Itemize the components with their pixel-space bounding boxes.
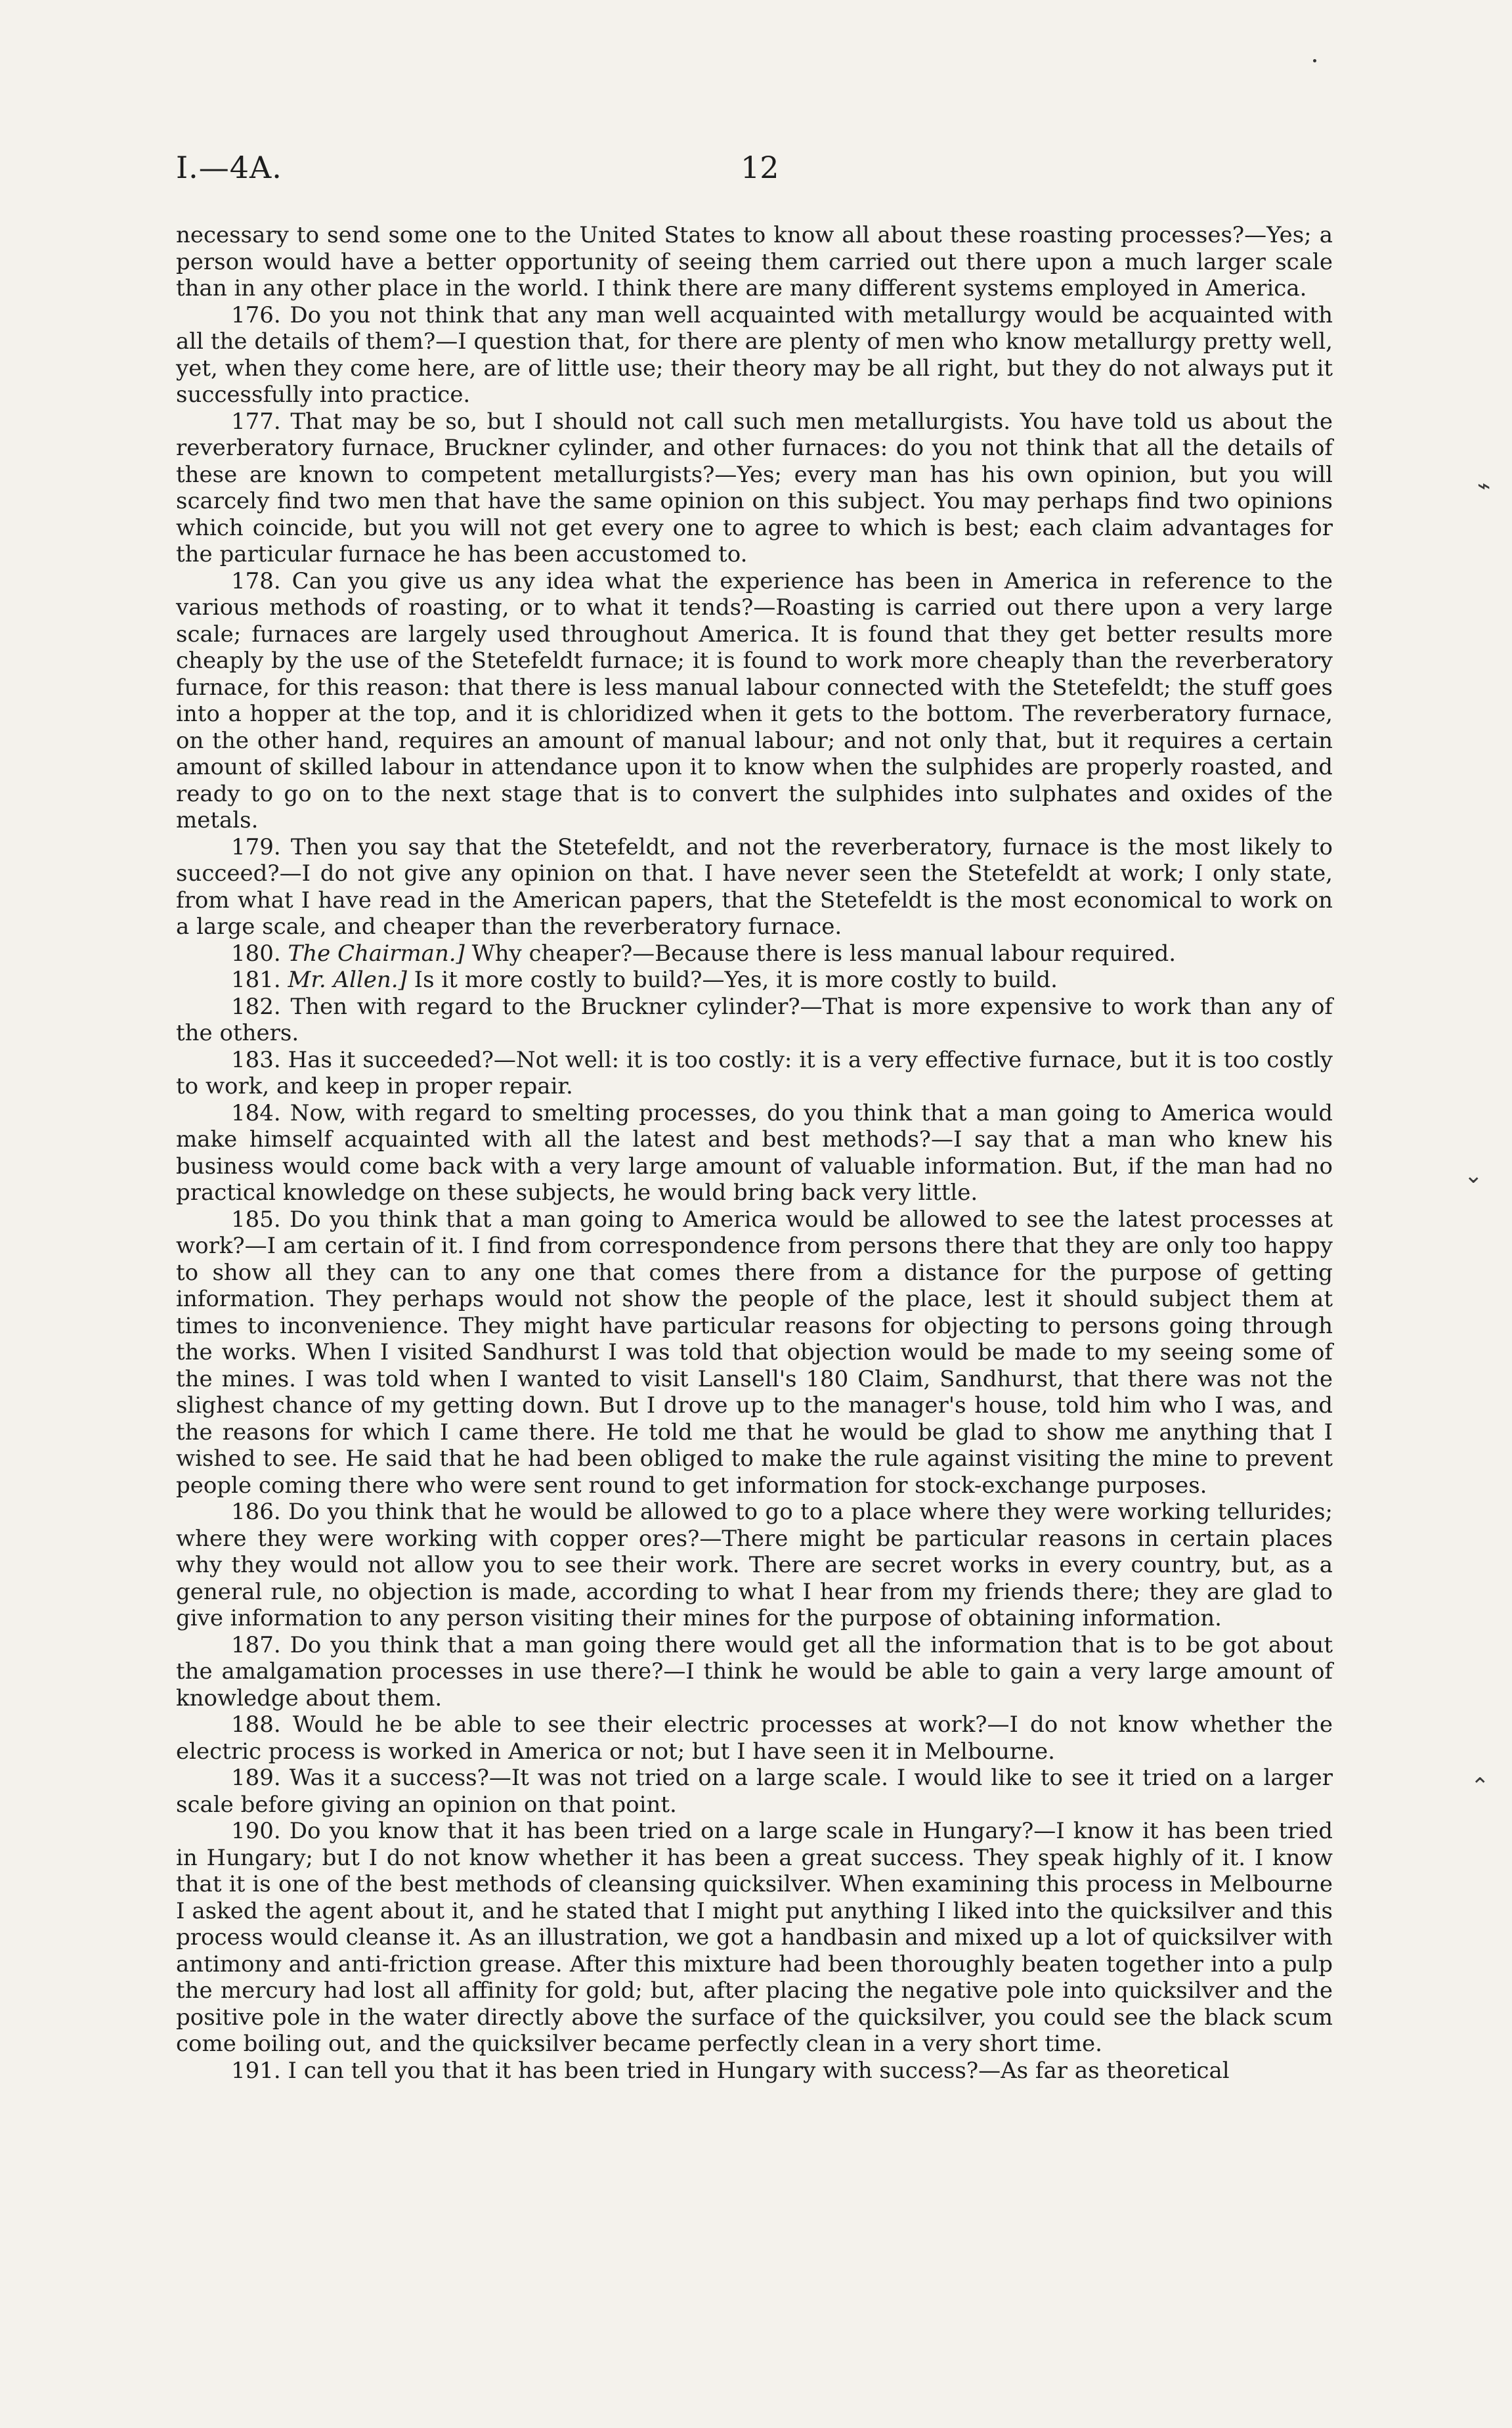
page-header [176,150,1331,196]
question-181: 181. Mr. Allen.] Is it more costly to build?—Yes, it is more costly to build. [231,967,1058,993]
scan-speck [1313,59,1316,62]
margin-mark: ⌁ [1477,473,1491,499]
question-184: 184. Now, with regard to smelting processes, do you think that a man going to America would make himself acquainted with all the latest and best methods?—I say that a man who knew his business would come back with a very large amount of valuable information. But, if the man had no practical knowledge on these subjects, he would bring back very little. [176,1099,1333,1206]
question-183: 183. Has it succeeded?—Not well: it is too costly: it is a very effective furnace, but it is too costly to work, and keep in proper repair. [176,1046,1333,1099]
margin-mark: ⌄ [1464,1162,1483,1189]
question-187: 187. Do you think that a man going there would get all the information that is to be got about the amalgamation processes in use there?—I think he would be able to gain a very large amount of knowledge about them. [176,1631,1333,1711]
question-179: 179. Then you say that the Stetefeldt, and not the reverberatory, furnace is the most likely to succeed?—I do not give any opinion on that. I have never seen the Stetefeldt at work; I only state, from what I have read in the American papers, that the Stetefeldt is the most economical to work on a large scale, and cheaper than the reverberatory furnace. [176,833,1333,940]
question-189: 189. Was it a success?—It was not tried on a large scale. I would like to see it tried on a larger scale before giving an opinion on that point. [176,1765,1333,1818]
question-182: 182. Then with regard to the Bruckner cylinder?—That is more expensive to work than any of the others. [176,993,1333,1046]
question-177: 177. That may be so, but I should not call such men metallurgists. You have told us about the reverberatory furnace, Bruckner cylinder, and other furnaces: do you not think that all the details of these are known to competent metallurgists?—Yes; every man has his own opinion, but you will scarcely find two men that have the same opinion on this subject. You may perhaps find two opinions which coincide, but you will not get every one to agree to which is best; each claim advantages for the particular furnace he has been accustomed to. [176,408,1333,567]
evidence-text [176,222,1333,2084]
question-176: 176. Do you not think that any man well acquainted with metallurgy would be acquainted with all the details of them?—I question that, for there are plenty of men who know metallurgy pretty well, yet, when they come here, are of little use; their theory may be all right, but they do not always put it successfully into practice. [176,301,1333,408]
question-180: 180. The Chairman.] Why cheaper?—Because there is less manual labour required. [231,940,1177,967]
margin-mark: ⌃ [1471,1773,1490,1799]
question-185: 185. Do you think that a man going to America would be allowed to see the latest processes at work?—I am certain of it. I find from correspondence from persons there that they are only too happy to show all they can to any one that comes there from a distance for the purpose of getting information. They perhaps would not show the people of the place, lest it should subject them at times to inconvenience. They might have particular reasons for objecting to persons going through the works. When I visited Sandhurst I was told that objection would be made to my seeing some of the mines. I was told when I wanted to visit Lansell's 180 Claim, Sandhurst, that there was not the slighest chance of my getting down. But I drove up to the manager's house, told him who I was, and the reasons for which I came there. He told me that he would be glad to show me anything that I wished to see. He said that he had been obliged to make the rule against visiting the mine to prevent people coming there who were sent round to get information for stock-exchange purposes. [176,1206,1333,1499]
document-reference: I.—4A. [176,150,282,185]
paragraph-continued: necessary to send some one to the United States to know all about these roasting processes?—Yes; a person would have a better opportunity of seeing them carried out there upon a much larger scale than in any other place in the world. I think there are many different systems employed in America. [176,222,1333,301]
question-188: 188. Would he be able to see their electric processes at work?—I do not know whether the electric process is worked in America or not; but I have seen it in Melbourne. [176,1711,1333,1765]
speaker-label: The Chairman.] [288,940,465,967]
page-number: 12 [741,150,779,185]
speaker-label: Mr. Allen.] [288,967,407,993]
question-186: 186. Do you think that he would be allowed to go to a place where they were working tellurides; where they were working with copper ores?—There might be particular reasons in certain places why they would not allow you to see their work. There are secret works in every country, but, as a general rule, no objection is made, according to what I hear from my friends there; they are glad to give information to any person visiting their mines for the purpose of obtaining information. [176,1499,1333,1631]
question-190: 190. Do you know that it has been tried on a large scale in Hungary?—I know it has been tried in Hungary; but I do not know whether it has been a great success. They speak highly of it. I know that it is one of the best methods of cleansing quicksilver. When examining this process in Melbourne I asked the agent about it, and he stated that I might put anything I liked into the quicksilver and this process would cleanse it. As an illustration, we got a handbasin and mixed up a lot of quicksilver with antimony and anti-friction grease. After this mixture had been thoroughly beaten together into a pulp the mercury had lost all affinity for gold; but, after placing the negative pole into quicksilver and the positive pole in the water directly above the surface of the quicksilver, you could see the black scum come boiling out, and the quicksilver became perfectly clean in a very short time. [176,1818,1333,2057]
question-191: 191. I can tell you that it has been tried in Hungary with success?—As far as theoretical [231,2057,1230,2084]
question-178: 178. Can you give us any idea what the experience has been in America in reference to the various methods of roasting, or to what it tends?—Roasting is carried out there upon a very large scale; furnaces are largely used throughout America. It is found that they get better results more cheaply by the use of the Stetefeldt furnace; it is found to work more cheaply than the reverberatory furnace, for this reason: that there is less manual labour connected with the Stetefeldt; the stuff goes into a hopper at the top, and it is chloridized when it gets to the bottom. The reverberatory furnace, on the other hand, requires an amount of manual labour; and not only that, but it requires a certain amount of skilled labour in attendance upon it to know when the sulphides are properly roasted, and ready to go on to the next stage that is to convert the sulphides into sulphates and oxides of the metals. [176,567,1333,833]
